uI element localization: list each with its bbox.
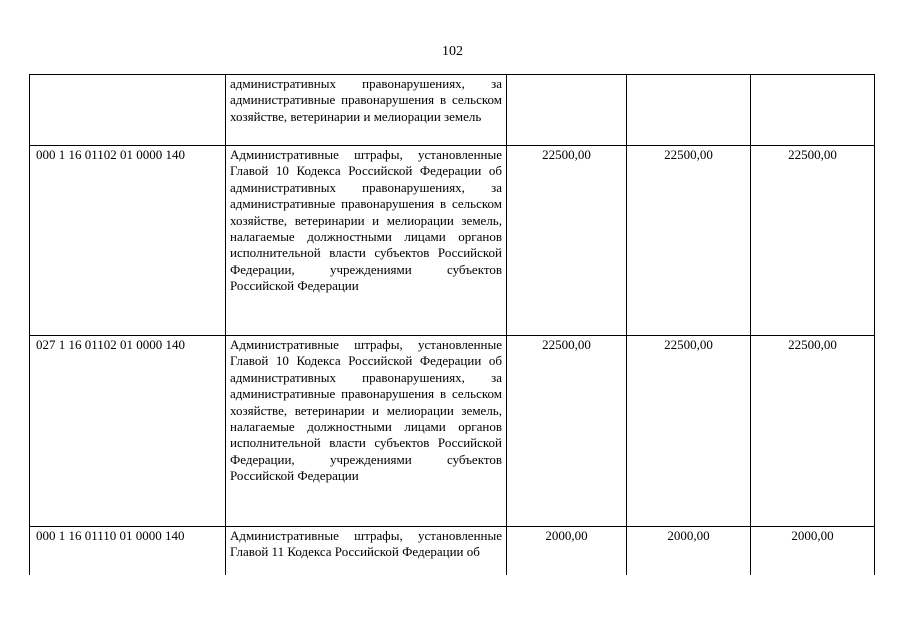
amount-cell-3: 2000,00 [751,527,875,575]
amount-cell-2: 22500,00 [627,336,751,527]
table-row [30,75,875,146]
description-cell: Административные штрафы, установленные Главой 10 Кодекса Российской Федерации об административных правонарушениях, за административные правонарушения в сельском хозяйстве, ветеринарии и мелиорации земель, налагаемые должностными лицами органов исполнительной власти субъектов Российской Федерации, учреждениями субъектов Российской Федерации [226,336,507,527]
budget-code-cell: 027 1 16 01102 01 0000 140 [30,336,226,527]
amount-cell-1: 2000,00 [507,527,627,575]
amount-cell-1: 22500,00 [507,336,627,527]
budget-code-cell: 000 1 16 01110 01 0000 140 [30,527,226,575]
amount-cell-3: 22500,00 [751,336,875,527]
amount-cell-3 [751,75,875,146]
budget-code-cell: 000 1 16 01102 01 0000 140 [30,146,226,336]
amount-cell-2: 22500,00 [627,146,751,336]
amount-cell-2 [627,75,751,146]
budget-code-cell [30,75,226,146]
table-row [30,527,875,575]
table-row [30,146,875,336]
budget-table [29,74,875,575]
description-cell: Административные штрафы, установленные Главой 11 Кодекса Российской Федерации об [226,527,507,575]
table-row [30,336,875,527]
amount-cell-1 [507,75,627,146]
description-cell: Административные штрафы, установленные Главой 10 Кодекса Российской Федерации об административных правонарушениях, за административные правонарушения в сельском хозяйстве, ветеринарии и мелиорации земель, налагаемые должностными лицами органов исполнительной власти субъектов Российской Федерации, учреждениями субъектов Российской Федерации [226,146,507,336]
amount-cell-2: 2000,00 [627,527,751,575]
page-number: 102 [442,44,463,59]
description-cell: административных правонарушениях, за административные правонарушения в сельском хозяйстве, ветеринарии и мелиорации земель [226,75,507,146]
amount-cell-1: 22500,00 [507,146,627,336]
amount-cell-3: 22500,00 [751,146,875,336]
